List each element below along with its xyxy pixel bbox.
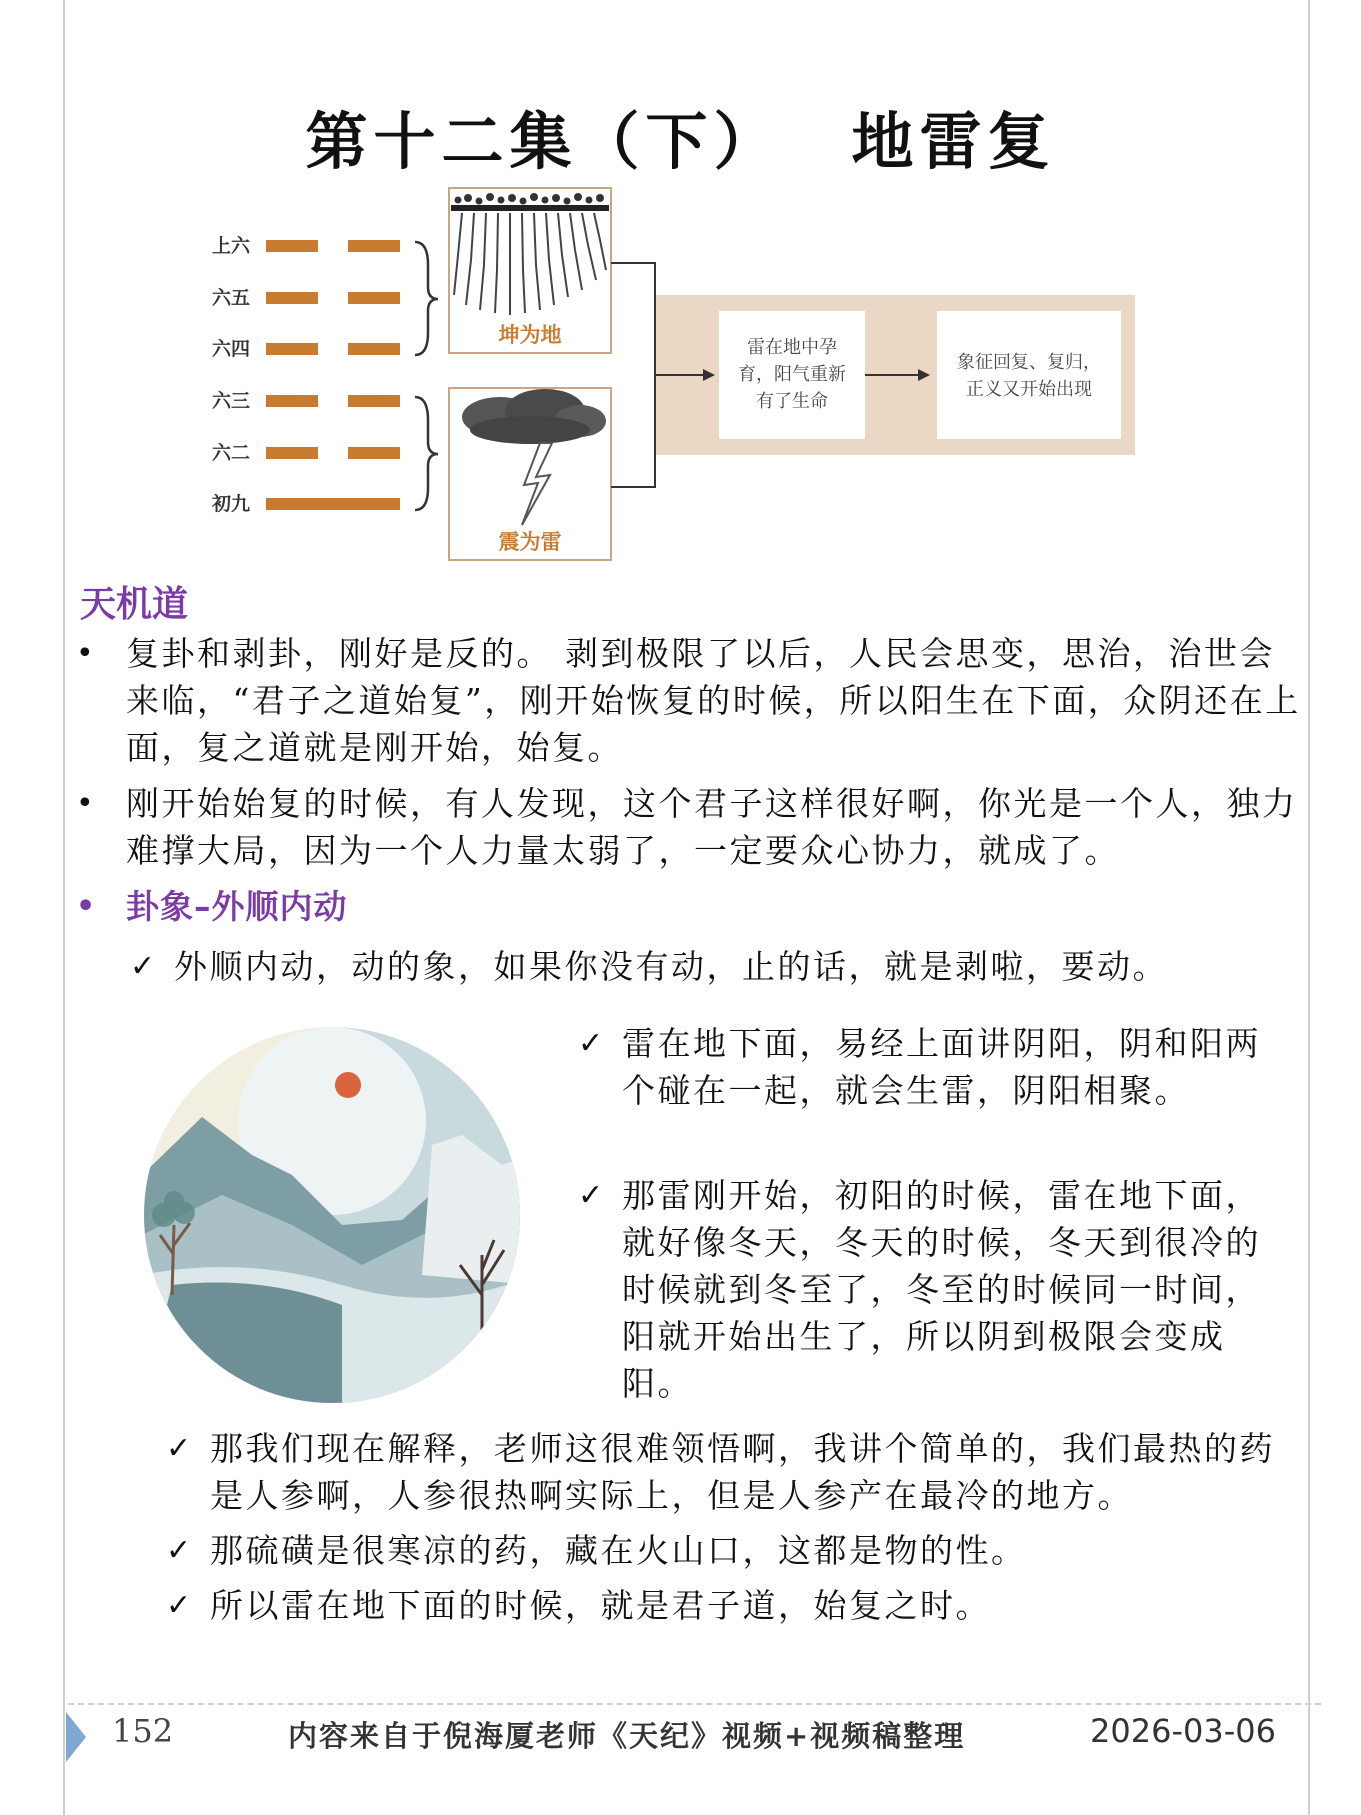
hexagram-diagram	[200, 185, 1150, 565]
bullet-dot: •	[76, 636, 97, 671]
yin-line-6-right	[348, 240, 400, 252]
check-icon: ✓	[130, 949, 158, 984]
line-label-1: 初九	[212, 493, 251, 515]
line-label-3: 六三	[212, 390, 251, 412]
yang-line-1	[266, 498, 400, 510]
yin-line-4-left	[266, 343, 318, 355]
check-icon: ✓	[166, 1431, 194, 1466]
check-item	[166, 1582, 1296, 1629]
bullet-text: 刚开始始复的时候，有人发现，这个君子这样很好啊，你光是一个人，独力难撑大局，因为一个人力量太弱了，一定要众心协力，就成了。	[126, 784, 1298, 870]
bullet-dot: •	[76, 786, 97, 821]
upper-trigram-label: 坤为地	[498, 323, 562, 347]
check-text: 所以雷在地下面的时候，就是君子道，始复之时。	[210, 1586, 991, 1625]
bullet-list	[72, 630, 1302, 939]
check-icon: ✓	[166, 1533, 194, 1568]
earth-image	[449, 188, 611, 353]
yin-line-5-left	[266, 292, 318, 304]
meaning-box-2	[937, 311, 1121, 439]
thunder-image	[449, 388, 611, 560]
bullet-item	[72, 883, 1302, 930]
title-episode: 第十二集（下）	[305, 105, 782, 178]
check-item	[166, 1527, 1296, 1574]
upper-brace	[415, 242, 438, 355]
yin-line-6-left	[266, 240, 318, 252]
yin-line-4-right	[348, 343, 400, 355]
yin-line-3-left	[266, 395, 318, 407]
box1-line-2: 育，阳气重新	[738, 364, 846, 385]
yin-yang-winter-illustration	[142, 1025, 532, 1405]
source-credit: 内容来自于倪海厦老师《天纪》视频+视频稿整理	[288, 1719, 966, 1753]
line-label-5: 六五	[212, 287, 251, 309]
sub-heading: 卦象–外顺内动	[126, 887, 348, 926]
check-text: 那我们现在解释，老师这很难领悟啊，我讲个简单的，我们最热的药是人参啊，人参很热啊实际上，但是人参产在最冷的地方。	[210, 1429, 1275, 1515]
title-hexagram: 地雷复	[851, 105, 1056, 178]
bullet-item	[72, 630, 1302, 771]
footer-date: 2026-03-06	[1090, 1712, 1276, 1750]
check-item	[130, 943, 1310, 990]
check-icon: ✓	[166, 1588, 194, 1623]
footer-triangle-icon	[66, 1712, 86, 1762]
bullet-text: 复卦和剥卦，刚好是反的。 剥到极限了以后，人民会思变，思治，治世会来临，“君子之道始复”，刚开始恢复的时候，所以阳生在下面，众阴还在上面，复之道就是刚开始，始复。	[126, 634, 1301, 767]
yin-line-2-right	[348, 447, 400, 459]
footer-divider	[68, 1703, 1321, 1705]
box2-line-1: 象征回复、复归，	[957, 352, 1101, 373]
yin-line-3-right	[348, 395, 400, 407]
left-margin-line	[63, 0, 65, 1815]
check-text: 雷在地下面，易经上面讲阴阳，阴和阳两个碰在一起，就会生雷，阴阳相聚。	[622, 1024, 1261, 1110]
line-label-2: 六二	[212, 442, 251, 464]
check-item	[166, 1425, 1296, 1519]
section-heading: 天机道	[80, 584, 189, 625]
connector-bracket	[611, 263, 655, 487]
yin-line-2-left	[266, 447, 318, 459]
check-icon: ✓	[578, 1178, 606, 1213]
check-text: 外顺内动，动的象，如果你没有动，止的话，就是剥啦，要动。	[174, 947, 1168, 986]
box2-line-2: 正义又开始出现	[966, 379, 1092, 400]
page-title	[0, 92, 1361, 181]
check-item	[578, 1020, 1268, 1114]
check-item	[578, 1172, 1268, 1407]
box1-line-1: 雷在地中孕	[747, 337, 837, 358]
lower-trigram-label: 震为雷	[498, 530, 562, 554]
check-text: 那硫磺是很寒凉的药，藏在火山口，这都是物的性。	[210, 1531, 1027, 1570]
check-text: 那雷刚开始，初阳的时候，雷在地下面，就好像冬天，冬天的时候，冬天到很冷的时候就到冬至了，冬至的时候同一时间，阳就开始出生了，所以阴到极限会变成阳。	[622, 1176, 1261, 1403]
bullet-dot: •	[76, 889, 97, 924]
box1-line-3: 有了生命	[756, 391, 828, 412]
page-number: 152	[112, 1712, 174, 1750]
right-margin-line	[1308, 0, 1310, 1815]
line-label-6: 上六	[212, 235, 251, 257]
check-icon: ✓	[578, 1026, 606, 1061]
line-label-4: 六四	[212, 338, 251, 360]
lower-brace	[415, 397, 438, 510]
yin-line-5-right	[348, 292, 400, 304]
bullet-item	[72, 780, 1302, 874]
